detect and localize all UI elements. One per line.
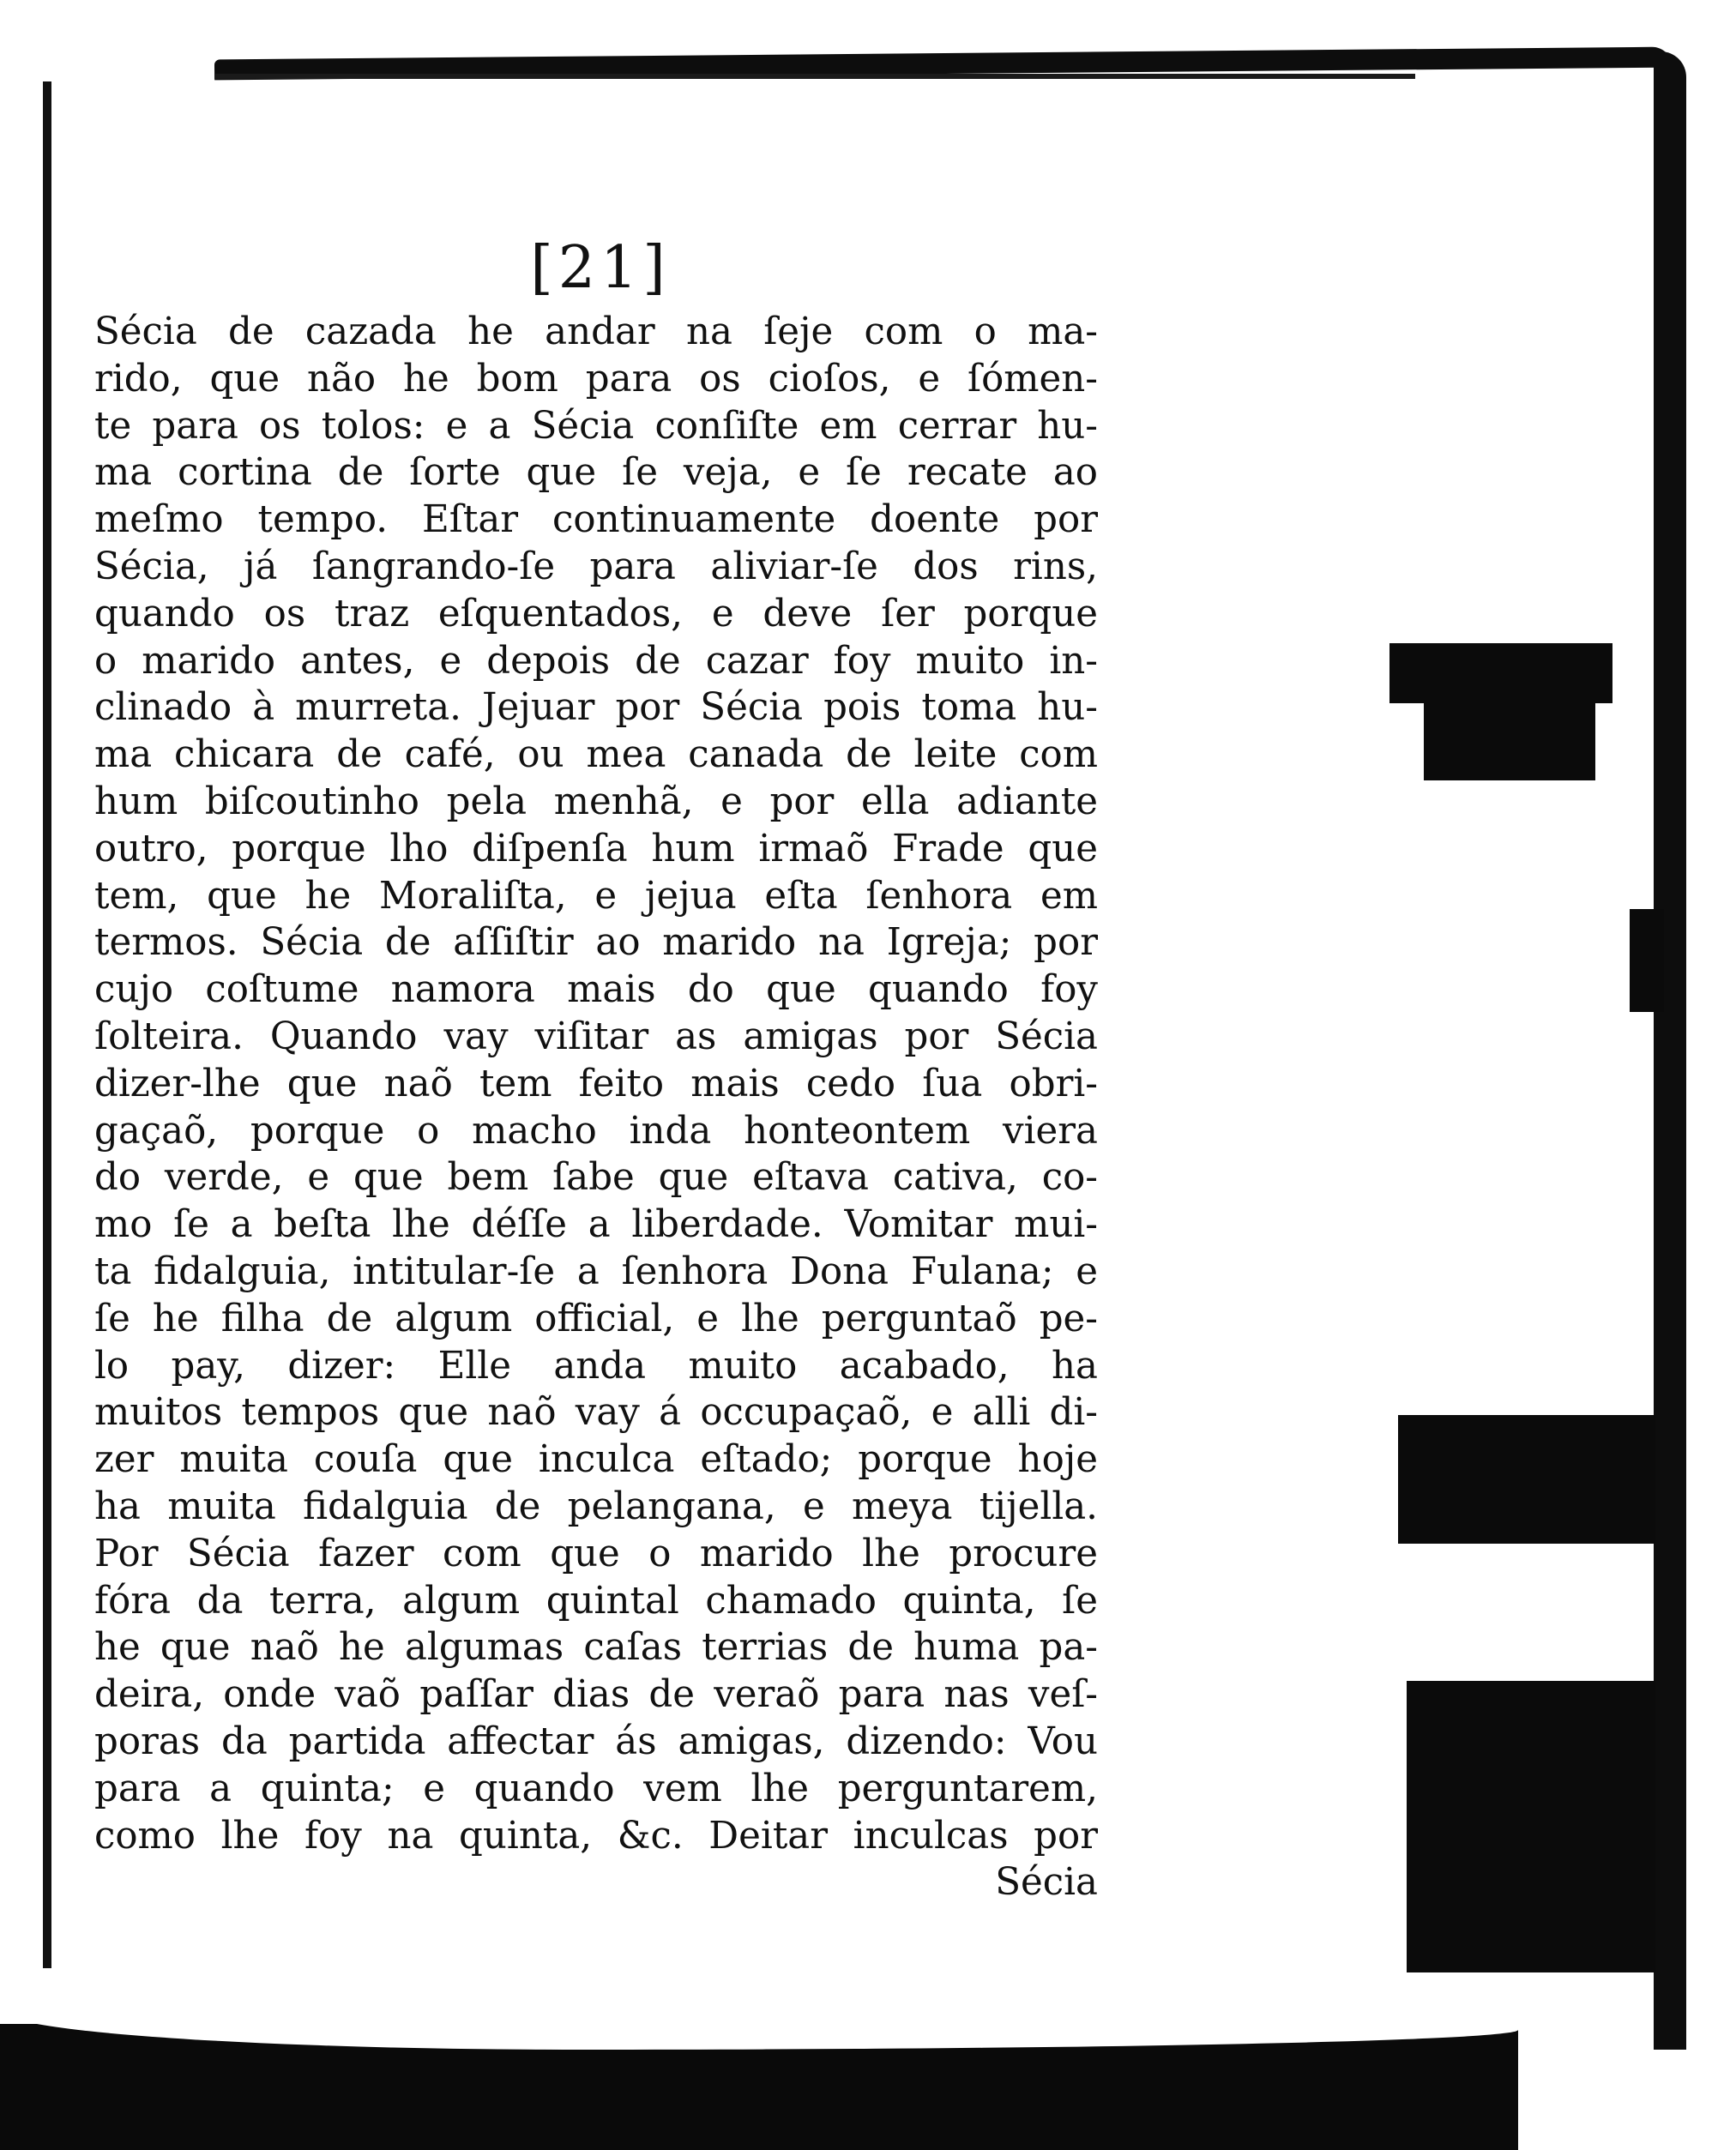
body-text bbox=[94, 309, 1098, 1906]
catchword: Sécia bbox=[995, 1861, 1098, 1905]
text-line: clinado à murreta. Jejuar por Sécia pois toma hu- bbox=[94, 686, 1098, 730]
text-line: rido, que não he bom para os cioſos, e ſómen- bbox=[94, 357, 1098, 400]
text-line: zer muita couſa que inculca eſtado; porque hoje bbox=[94, 1438, 1098, 1482]
text-line: deira, onde vaõ paſſar dias de veraõ para nas veſ- bbox=[94, 1673, 1098, 1717]
text-line: ma chicara de café, ou mea canada de leite com bbox=[94, 733, 1098, 777]
text-line: Sécia, já ſangrando-ſe para aliviar-ſe dos rins, bbox=[94, 545, 1098, 588]
text-line: gaçaõ, porque o macho inda honteontem viera bbox=[94, 1109, 1098, 1153]
text-line: como lhe foy na quinta, &c. Deitar inculcas por bbox=[94, 1814, 1098, 1858]
bleed-through-blot bbox=[1398, 1415, 1655, 1544]
text-line: hum biſcoutinho pela menhã, e por ella adiante bbox=[94, 780, 1098, 823]
text-line: termos. Sécia de aſſiſtir ao marido na Igreja; por bbox=[94, 921, 1098, 965]
page-number: [21] bbox=[530, 234, 671, 302]
scan-edge-left bbox=[43, 81, 51, 1968]
text-line: dizer-lhe que naõ tem feito mais cedo ſua obri- bbox=[94, 1062, 1098, 1105]
text-line: meſmo tempo. Eſtar continuamente doente por bbox=[94, 498, 1098, 542]
text-line: Sécia de cazada he andar na ſeje com o ma- bbox=[94, 310, 1098, 353]
text-line: ſe he filha de algum official, e lhe perguntaõ pe- bbox=[94, 1297, 1098, 1340]
bleed-through-blot bbox=[1424, 686, 1595, 780]
bleed-through-blot bbox=[1407, 1681, 1655, 1972]
text-line: lo pay, dizer: Elle anda muito acabado, ha bbox=[94, 1344, 1098, 1388]
text-line: ta fidalguia, intitular-ſe a ſenhora Dona Fulana; e bbox=[94, 1250, 1098, 1293]
text-line: mo ſe a beſta lhe déſſe a liberdade. Vomitar mui- bbox=[94, 1203, 1098, 1247]
scan-edge-bottom-right bbox=[1518, 2050, 1736, 2150]
text-line: te para os tolos: e a Sécia conſiſte em cerrar hu- bbox=[94, 404, 1098, 448]
scan-edge-top-inner bbox=[214, 74, 1415, 79]
bleed-through-blot bbox=[1630, 909, 1664, 1012]
text-line: para a quinta; e quando vem lhe perguntarem, bbox=[94, 1767, 1098, 1810]
text-line: fóra da terra, algum quintal chamado quinta, ſe bbox=[94, 1579, 1098, 1623]
text-line: tem, que he Moraliſta, e jejua eſta ſenhora em bbox=[94, 874, 1098, 918]
text-line: ſolteira. Quando vay viſitar as amigas por Sécia bbox=[94, 1015, 1098, 1058]
text-line: Por Sécia fazer com que o marido lhe procure bbox=[94, 1532, 1098, 1575]
text-line: quando os traz eſquentados, e deve ſer porque bbox=[94, 592, 1098, 635]
text-line: do verde, e que bem ſabe que eſtava cativa, co- bbox=[94, 1156, 1098, 1200]
text-line: ma cortina de ſorte que ſe veja, e ſe recate ao bbox=[94, 451, 1098, 495]
scan-edge-right bbox=[1654, 51, 1686, 2050]
text-line: he que naõ he algumas caſas terrias de huma pa- bbox=[94, 1626, 1098, 1670]
text-line: cujo coſtume namora mais do que quando foy bbox=[94, 968, 1098, 1012]
text-line: o marido antes, e depois de cazar foy muito in- bbox=[94, 639, 1098, 683]
text-line: ha muita fidalguia de pelangana, e meya tijella. bbox=[94, 1485, 1098, 1528]
text-line: poras da partida affectar ás amigas, dizendo: Vou bbox=[94, 1719, 1098, 1763]
text-line: muitos tempos que naõ vay á occupaçaõ, e alli di- bbox=[94, 1391, 1098, 1435]
text-line: outro, porque lho diſpenſa hum irmaõ Frade que bbox=[94, 827, 1098, 870]
